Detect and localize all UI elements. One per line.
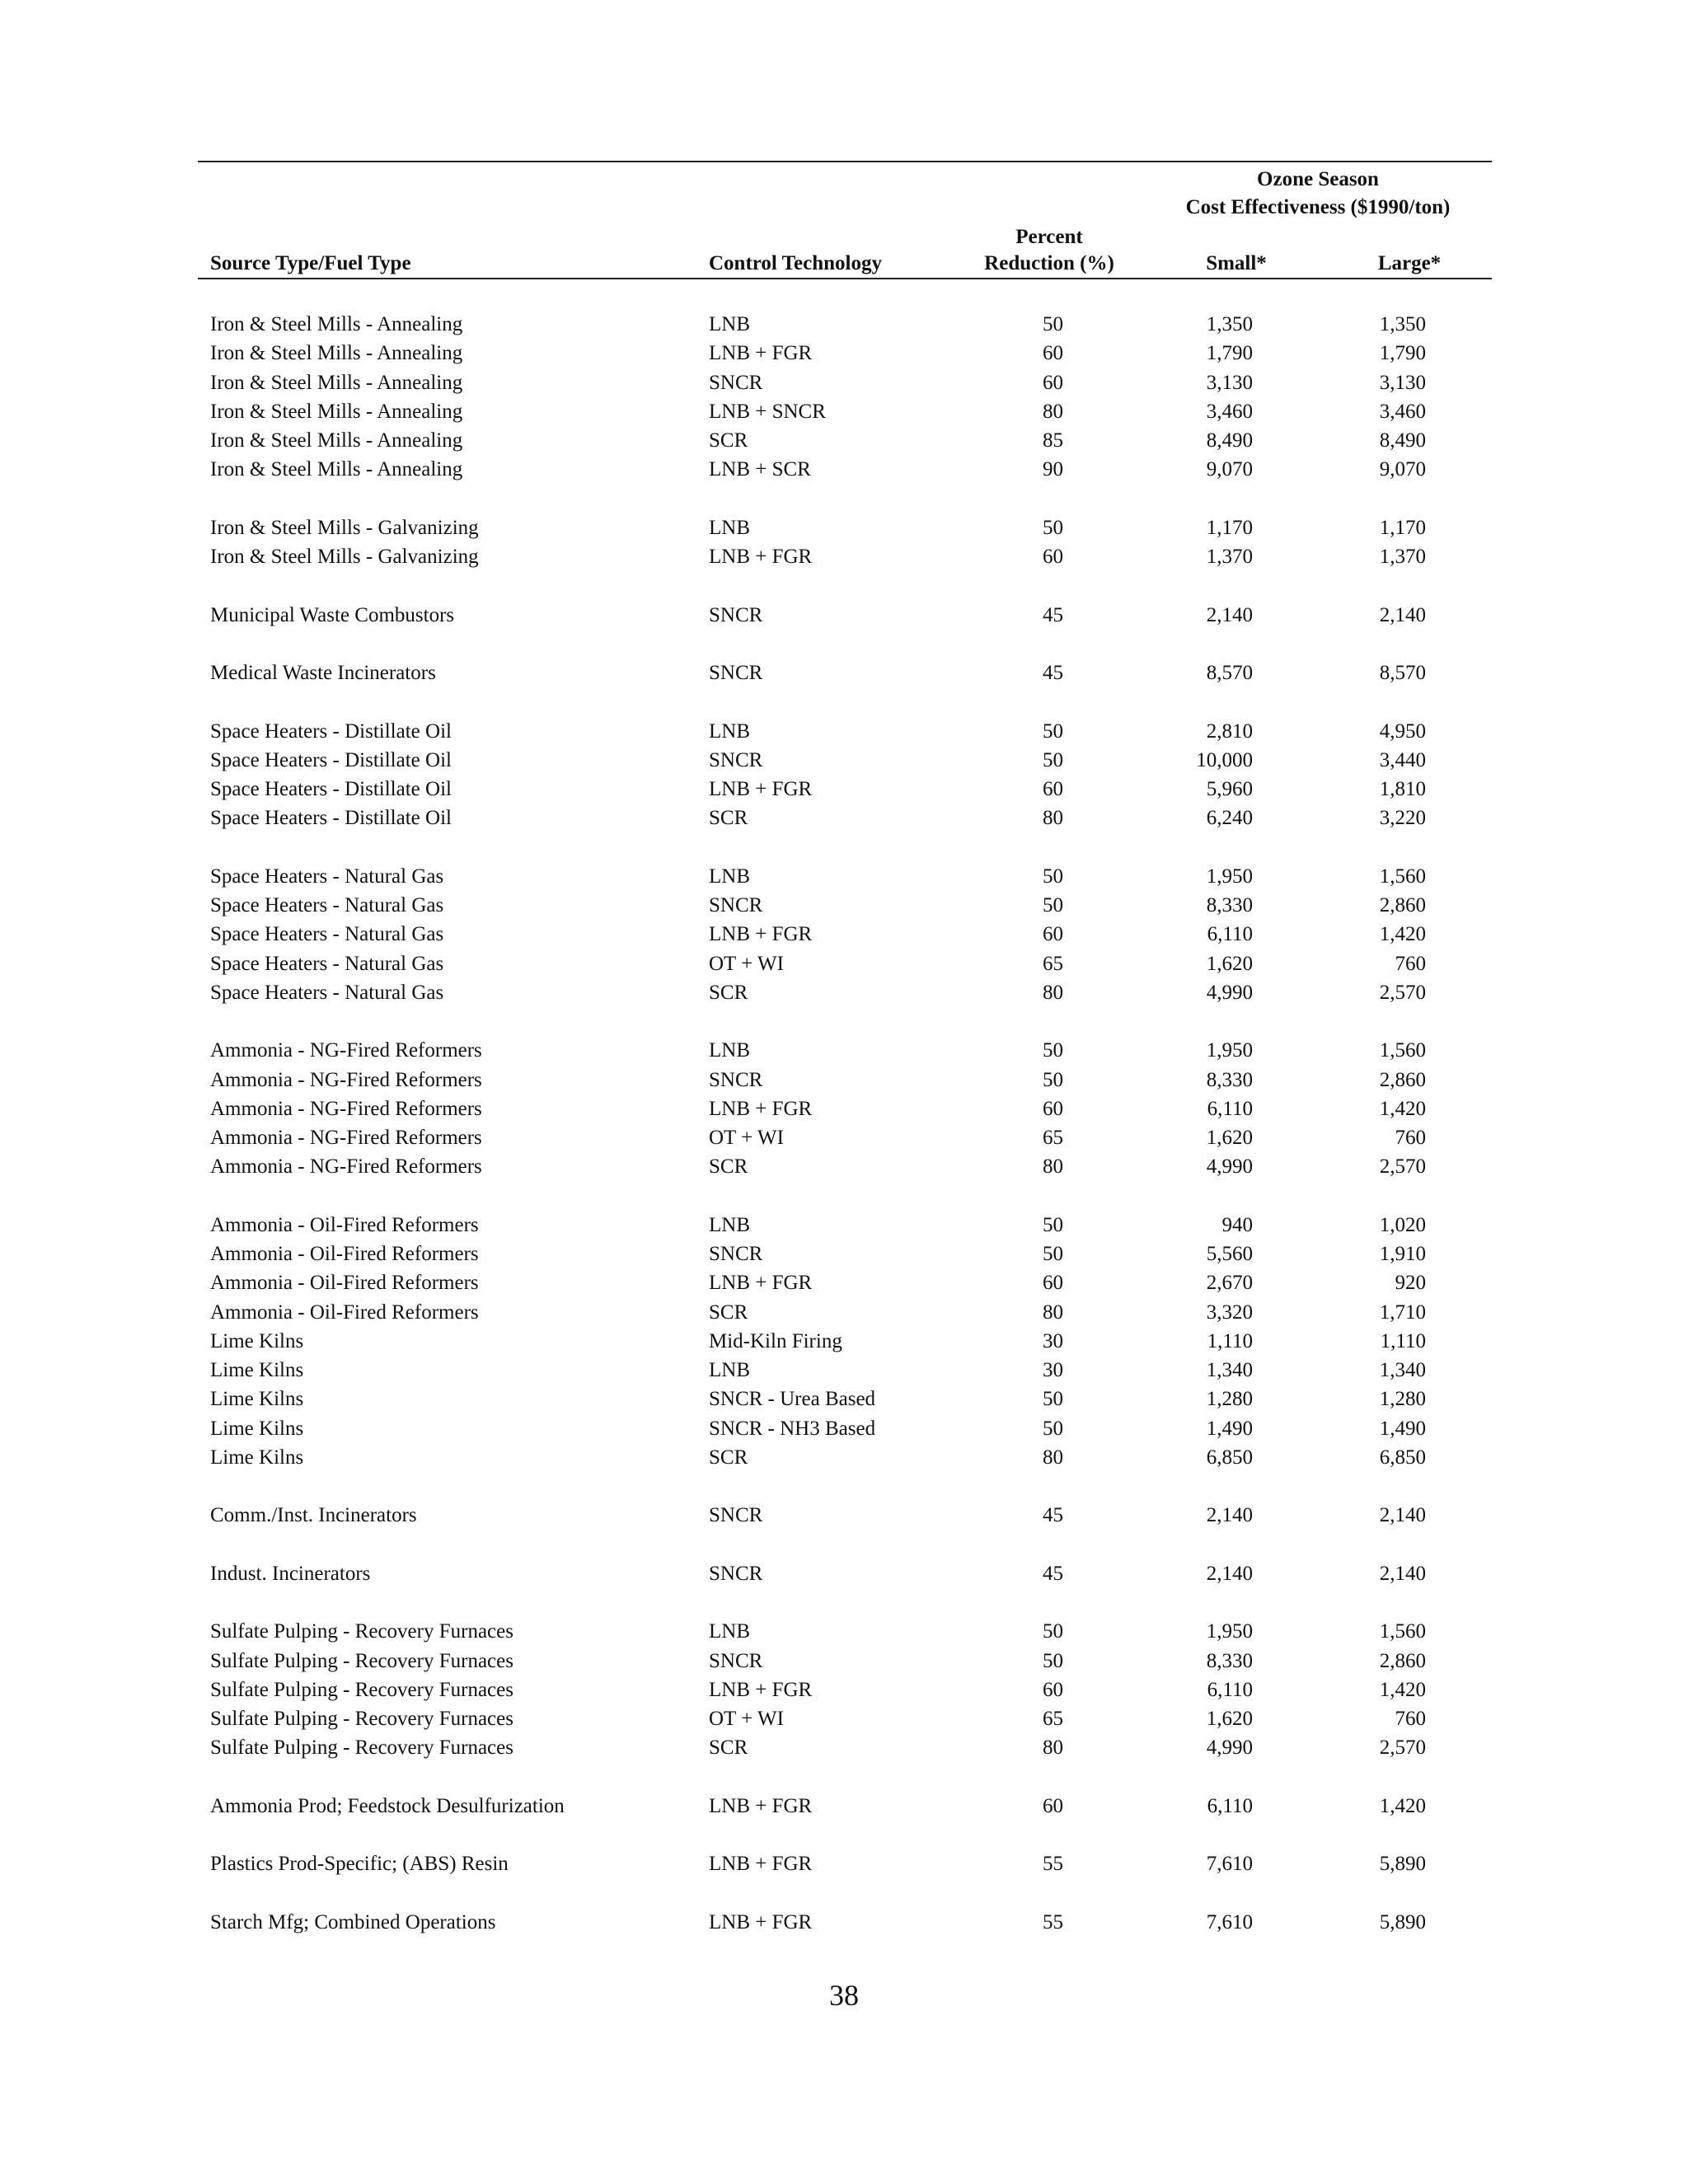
table-row (0, 1127, 1688, 1155)
table-row (0, 401, 1688, 429)
large-cost-cell: 2,860 (1379, 1649, 1426, 1672)
small-cost-cell: 10,000 (1196, 748, 1253, 771)
small-cost-cell: 8,330 (1206, 1068, 1253, 1091)
source-cell: Iron & Steel Mills - Annealing (210, 371, 463, 394)
percent-reduction-cell: 60 (1043, 1678, 1063, 1701)
percent-reduction-cell: 50 (1043, 1039, 1063, 1062)
control-technology-cell: SNCR (709, 1068, 763, 1091)
small-cost-cell: 7,610 (1206, 1853, 1253, 1876)
header-reduction: Reduction (%) (984, 252, 1114, 274)
table-row (0, 342, 1688, 370)
source-cell: Iron & Steel Mills - Galvanizing (210, 546, 479, 568)
percent-reduction-cell: 50 (1043, 1620, 1063, 1643)
percent-reduction-cell: 60 (1043, 923, 1063, 946)
table-row (0, 1853, 1688, 1881)
percent-reduction-cell: 55 (1043, 1853, 1063, 1876)
control-technology-cell: SCR (709, 1446, 748, 1469)
large-cost-cell: 1,490 (1379, 1417, 1426, 1440)
small-cost-cell: 6,850 (1206, 1446, 1253, 1469)
control-technology-cell: LNB + FGR (709, 1272, 813, 1295)
control-technology-cell: LNB + SNCR (709, 400, 826, 423)
source-cell: Municipal Waste Combustors (210, 603, 455, 626)
table-row (0, 1620, 1688, 1648)
table-row (0, 807, 1688, 835)
large-cost-cell: 4,950 (1379, 719, 1426, 743)
large-cost-cell: 2,570 (1379, 1736, 1426, 1760)
large-cost-cell: 1,420 (1379, 1794, 1426, 1817)
control-technology-cell: LNB + FGR (709, 1910, 813, 1933)
small-cost-cell: 1,370 (1206, 546, 1253, 568)
source-cell: Iron & Steel Mills - Annealing (210, 313, 463, 335)
large-cost-cell: 1,420 (1379, 1097, 1426, 1120)
small-cost-cell: 1,790 (1206, 342, 1253, 365)
percent-reduction-cell: 80 (1043, 1301, 1063, 1324)
table-row (0, 749, 1688, 777)
small-cost-cell: 2,810 (1206, 719, 1253, 743)
large-cost-cell: 1,370 (1379, 546, 1426, 568)
table-row (0, 372, 1688, 400)
small-cost-cell: 6,110 (1207, 1678, 1253, 1701)
source-cell: Sulfate Pulping - Recovery Furnaces (210, 1708, 513, 1730)
source-cell: Space Heaters - Distillate Oil (210, 807, 452, 830)
small-cost-cell: 1,620 (1206, 1127, 1253, 1149)
percent-reduction-cell: 30 (1043, 1359, 1063, 1381)
small-cost-cell: 6,110 (1207, 923, 1253, 946)
large-cost-cell: 5,890 (1379, 1853, 1426, 1876)
control-technology-cell: LNB (709, 1039, 750, 1062)
small-cost-cell: 1,950 (1206, 865, 1253, 888)
table-row (0, 1650, 1688, 1678)
control-technology-cell: Mid-Kiln Firing (709, 1329, 842, 1352)
small-cost-cell: 7,610 (1206, 1910, 1253, 1933)
table-row (0, 1069, 1688, 1097)
source-cell: Lime Kilns (210, 1329, 304, 1352)
source-cell: Space Heaters - Distillate Oil (210, 748, 452, 771)
source-cell: Space Heaters - Natural Gas (210, 923, 444, 946)
table-row (0, 1330, 1688, 1358)
control-technology-cell: SCR (709, 429, 748, 452)
percent-reduction-cell: 50 (1043, 516, 1063, 539)
percent-reduction-cell: 80 (1043, 1155, 1063, 1179)
small-cost-cell: 4,990 (1206, 1736, 1253, 1760)
percent-reduction-cell: 30 (1043, 1329, 1063, 1352)
small-cost-cell: 2,140 (1206, 1562, 1253, 1585)
percent-reduction-cell: 80 (1043, 1736, 1063, 1760)
percent-reduction-cell: 50 (1043, 719, 1063, 743)
percent-reduction-cell: 80 (1043, 981, 1063, 1004)
small-cost-cell: 2,140 (1206, 1504, 1253, 1527)
table-row (0, 894, 1688, 922)
small-cost-cell: 6,110 (1207, 1794, 1253, 1817)
small-cost-cell: 1,490 (1206, 1417, 1253, 1440)
control-technology-cell: SNCR (709, 1504, 763, 1527)
percent-reduction-cell: 60 (1043, 1097, 1063, 1120)
source-cell: Iron & Steel Mills - Annealing (210, 458, 463, 481)
source-cell: Ammonia - Oil-Fired Reformers (210, 1213, 479, 1236)
header-percent: Percent (1015, 226, 1083, 248)
source-cell: Lime Kilns (210, 1359, 304, 1381)
large-cost-cell: 760 (1395, 1708, 1426, 1730)
control-technology-cell: SNCR (709, 894, 763, 916)
percent-reduction-cell: 65 (1043, 1708, 1063, 1730)
source-cell: Iron & Steel Mills - Galvanizing (210, 516, 479, 539)
table-row (0, 1155, 1688, 1183)
table-row (0, 1359, 1688, 1387)
header-cost-effectiveness: Cost Effectiveness ($1990/ton) (1185, 196, 1451, 218)
source-cell: Ammonia - NG-Fired Reformers (210, 1155, 482, 1179)
control-technology-cell: OT + WI (709, 1708, 784, 1730)
small-cost-cell: 1,110 (1207, 1329, 1253, 1352)
percent-reduction-cell: 60 (1043, 1272, 1063, 1295)
table-row (0, 1504, 1688, 1532)
source-cell: Ammonia - NG-Fired Reformers (210, 1039, 482, 1062)
control-technology-cell: LNB + FGR (709, 1097, 813, 1120)
percent-reduction-cell: 55 (1043, 1910, 1063, 1933)
percent-reduction-cell: 85 (1043, 429, 1063, 452)
source-cell: Ammonia - Oil-Fired Reformers (210, 1243, 479, 1265)
table-row (0, 517, 1688, 545)
control-technology-cell: LNB (709, 313, 750, 335)
source-cell: Lime Kilns (210, 1388, 304, 1411)
source-cell: Space Heaters - Natural Gas (210, 865, 444, 888)
source-cell: Ammonia - NG-Fired Reformers (210, 1097, 482, 1120)
small-cost-cell: 1,280 (1206, 1388, 1253, 1411)
control-technology-cell: LNB (709, 1620, 750, 1643)
large-cost-cell: 1,910 (1379, 1243, 1426, 1265)
small-cost-cell: 1,340 (1206, 1359, 1253, 1381)
large-cost-cell: 3,460 (1379, 400, 1426, 423)
small-cost-cell: 2,670 (1206, 1272, 1253, 1295)
control-technology-cell: OT + WI (709, 1127, 784, 1149)
control-technology-cell: SCR (709, 1736, 748, 1760)
large-cost-cell: 1,420 (1379, 923, 1426, 946)
table-row (0, 1418, 1688, 1446)
table-row (0, 778, 1688, 806)
percent-reduction-cell: 50 (1043, 1243, 1063, 1265)
percent-reduction-cell: 50 (1043, 1388, 1063, 1411)
table-row (0, 546, 1688, 574)
control-technology-cell: LNB (709, 865, 750, 888)
small-cost-cell: 9,070 (1206, 458, 1253, 481)
small-cost-cell: 8,330 (1206, 1649, 1253, 1672)
source-cell: Space Heaters - Natural Gas (210, 952, 444, 975)
large-cost-cell: 9,070 (1379, 458, 1426, 481)
control-technology-cell: LNB (709, 516, 750, 539)
small-cost-cell: 3,460 (1206, 400, 1253, 423)
small-cost-cell: 4,990 (1206, 1155, 1253, 1179)
header-large: Large* (1377, 252, 1442, 274)
table-row (0, 1446, 1688, 1474)
small-cost-cell: 8,330 (1206, 894, 1253, 916)
large-cost-cell: 1,710 (1379, 1301, 1426, 1324)
percent-reduction-cell: 80 (1043, 1446, 1063, 1469)
large-cost-cell: 1,340 (1379, 1359, 1426, 1381)
large-cost-cell: 2,140 (1379, 1562, 1426, 1585)
source-cell: Starch Mfg; Combined Operations (210, 1910, 496, 1933)
percent-reduction-cell: 60 (1043, 371, 1063, 394)
source-cell: Sulfate Pulping - Recovery Furnaces (210, 1736, 513, 1760)
large-cost-cell: 2,860 (1379, 1068, 1426, 1091)
source-cell: Ammonia - NG-Fired Reformers (210, 1127, 482, 1149)
control-technology-cell: LNB + SCR (709, 458, 811, 481)
control-technology-cell: LNB (709, 1213, 750, 1236)
table-row (0, 1272, 1688, 1300)
percent-reduction-cell: 60 (1043, 546, 1063, 568)
control-technology-cell: LNB + FGR (709, 546, 813, 568)
source-cell: Iron & Steel Mills - Annealing (210, 429, 463, 452)
source-cell: Medical Waste Incinerators (210, 662, 436, 684)
large-cost-cell: 1,560 (1379, 1620, 1426, 1643)
header-small: Small* (1206, 252, 1267, 274)
table-row (0, 1388, 1688, 1416)
percent-reduction-cell: 45 (1043, 1504, 1063, 1527)
control-technology-cell: SNCR - Urea Based (709, 1388, 876, 1411)
table-row (0, 1911, 1688, 1939)
source-cell: Plastics Prod-Specific; (ABS) Resin (210, 1853, 509, 1876)
source-cell: Iron & Steel Mills - Annealing (210, 400, 463, 423)
table-row (0, 1736, 1688, 1765)
percent-reduction-cell: 90 (1043, 458, 1063, 481)
small-cost-cell: 5,560 (1206, 1243, 1253, 1265)
percent-reduction-cell: 45 (1043, 662, 1063, 684)
control-technology-cell: SNCR (709, 1243, 763, 1265)
small-cost-cell: 1,170 (1206, 516, 1253, 539)
large-cost-cell: 5,890 (1379, 1910, 1426, 1933)
percent-reduction-cell: 50 (1043, 865, 1063, 888)
large-cost-cell: 1,790 (1379, 342, 1426, 365)
percent-reduction-cell: 50 (1043, 748, 1063, 771)
large-cost-cell: 8,490 (1379, 429, 1426, 452)
table-row (0, 604, 1688, 632)
large-cost-cell: 2,570 (1379, 981, 1426, 1004)
table-row (0, 1098, 1688, 1126)
large-cost-cell: 3,220 (1379, 807, 1426, 830)
table-row (0, 1301, 1688, 1329)
percent-reduction-cell: 60 (1043, 1794, 1063, 1817)
percent-reduction-cell: 80 (1043, 400, 1063, 423)
large-cost-cell: 760 (1395, 1127, 1426, 1149)
source-cell: Ammonia - NG-Fired Reformers (210, 1068, 482, 1091)
table-row (0, 1243, 1688, 1271)
source-cell: Sulfate Pulping - Recovery Furnaces (210, 1620, 513, 1643)
control-technology-cell: SNCR (709, 1562, 763, 1585)
source-cell: Lime Kilns (210, 1417, 304, 1440)
small-cost-cell: 8,570 (1206, 662, 1253, 684)
control-technology-cell: SCR (709, 981, 748, 1004)
large-cost-cell: 1,020 (1379, 1213, 1426, 1236)
source-cell: Space Heaters - Distillate Oil (210, 719, 452, 743)
table-row (0, 1708, 1688, 1736)
table-row (0, 662, 1688, 690)
control-technology-cell: SNCR - NH3 Based (709, 1417, 876, 1440)
large-cost-cell: 3,440 (1379, 748, 1426, 771)
large-cost-cell: 3,130 (1379, 371, 1426, 394)
large-cost-cell: 1,110 (1380, 1329, 1426, 1352)
large-cost-cell: 1,280 (1379, 1388, 1426, 1411)
percent-reduction-cell: 50 (1043, 1417, 1063, 1440)
large-cost-cell: 8,570 (1379, 662, 1426, 684)
header-source-type: Source Type/Fuel Type (210, 252, 411, 274)
source-cell: Sulfate Pulping - Recovery Furnaces (210, 1678, 513, 1701)
small-cost-cell: 6,110 (1207, 1097, 1253, 1120)
large-cost-cell: 2,140 (1379, 1504, 1426, 1527)
small-cost-cell: 3,130 (1206, 371, 1253, 394)
small-cost-cell: 1,620 (1206, 1708, 1253, 1730)
control-technology-cell: LNB + FGR (709, 342, 813, 365)
control-technology-cell: LNB + FGR (709, 778, 813, 800)
large-cost-cell: 2,860 (1379, 894, 1426, 916)
table-row (0, 1214, 1688, 1242)
large-cost-cell: 6,850 (1379, 1446, 1426, 1469)
large-cost-cell: 1,560 (1379, 865, 1426, 888)
page-number: 38 (829, 1979, 859, 2012)
control-technology-cell: SNCR (709, 371, 763, 394)
percent-reduction-cell: 50 (1043, 1068, 1063, 1091)
table-row (0, 923, 1688, 951)
large-cost-cell: 1,560 (1379, 1039, 1426, 1062)
source-cell: Ammonia - Oil-Fired Reformers (210, 1272, 479, 1295)
header-control-technology: Control Technology (709, 252, 882, 274)
control-technology-cell: SNCR (709, 662, 763, 684)
percent-reduction-cell: 50 (1043, 894, 1063, 916)
table-row (0, 865, 1688, 893)
control-technology-cell: LNB + FGR (709, 1853, 813, 1876)
source-cell: Space Heaters - Natural Gas (210, 981, 444, 1004)
percent-reduction-cell: 60 (1043, 778, 1063, 800)
small-cost-cell: 1,950 (1206, 1039, 1253, 1062)
small-cost-cell: 8,490 (1206, 429, 1253, 452)
table-row (0, 982, 1688, 1010)
small-cost-cell: 3,320 (1206, 1301, 1253, 1324)
source-cell: Ammonia - Oil-Fired Reformers (210, 1301, 479, 1324)
large-cost-cell: 760 (1395, 952, 1426, 975)
control-technology-cell: LNB + FGR (709, 923, 813, 946)
source-cell: Sulfate Pulping - Recovery Furnaces (210, 1649, 513, 1672)
large-cost-cell: 2,140 (1379, 603, 1426, 626)
source-cell: Space Heaters - Distillate Oil (210, 778, 452, 800)
small-cost-cell: 4,990 (1206, 981, 1253, 1004)
large-cost-cell: 1,420 (1379, 1678, 1426, 1701)
small-cost-cell: 6,240 (1206, 807, 1253, 830)
source-cell: Space Heaters - Natural Gas (210, 894, 444, 916)
table-row (0, 1563, 1688, 1591)
control-technology-cell: SCR (709, 1155, 748, 1179)
control-technology-cell: SCR (709, 1301, 748, 1324)
table-row (0, 429, 1688, 457)
small-cost-cell: 2,140 (1206, 603, 1253, 626)
source-cell: Iron & Steel Mills - Annealing (210, 342, 463, 365)
table-row (0, 313, 1688, 341)
percent-reduction-cell: 50 (1043, 1649, 1063, 1672)
small-cost-cell: 1,620 (1206, 952, 1253, 975)
table-row (0, 1795, 1688, 1823)
small-cost-cell: 1,950 (1206, 1620, 1253, 1643)
small-cost-cell: 1,350 (1206, 313, 1253, 335)
percent-reduction-cell: 45 (1043, 1562, 1063, 1585)
percent-reduction-cell: 50 (1043, 1213, 1063, 1236)
small-cost-cell: 5,960 (1206, 778, 1253, 800)
percent-reduction-cell: 50 (1043, 313, 1063, 335)
table-row (0, 720, 1688, 748)
large-cost-cell: 1,350 (1379, 313, 1426, 335)
table-row (0, 1679, 1688, 1707)
control-technology-cell: SNCR (709, 748, 763, 771)
control-technology-cell: LNB (709, 719, 750, 743)
large-cost-cell: 1,170 (1379, 516, 1426, 539)
control-technology-cell: SCR (709, 807, 748, 830)
control-technology-cell: LNB + FGR (709, 1678, 813, 1701)
source-cell: Ammonia Prod; Feedstock Desulfurization (210, 1794, 565, 1817)
table-row (0, 953, 1688, 981)
percent-reduction-cell: 65 (1043, 952, 1063, 975)
percent-reduction-cell: 45 (1043, 603, 1063, 626)
large-cost-cell: 1,810 (1379, 778, 1426, 800)
large-cost-cell: 920 (1395, 1272, 1426, 1295)
large-cost-cell: 2,570 (1379, 1155, 1426, 1179)
control-technology-cell: SNCR (709, 603, 763, 626)
table-row (0, 458, 1688, 486)
percent-reduction-cell: 60 (1043, 342, 1063, 365)
percent-reduction-cell: 80 (1043, 807, 1063, 830)
control-technology-cell: OT + WI (709, 952, 784, 975)
table-row (0, 1039, 1688, 1067)
source-cell: Comm./Inst. Incinerators (210, 1504, 417, 1527)
source-cell: Indust. Incinerators (210, 1562, 371, 1585)
source-cell: Lime Kilns (210, 1446, 304, 1469)
header-ozone-season: Ozone Season (1257, 168, 1379, 190)
small-cost-cell: 940 (1221, 1213, 1253, 1236)
percent-reduction-cell: 65 (1043, 1127, 1063, 1149)
control-technology-cell: SNCR (709, 1649, 763, 1672)
control-technology-cell: LNB + FGR (709, 1794, 813, 1817)
control-technology-cell: LNB (709, 1359, 750, 1381)
